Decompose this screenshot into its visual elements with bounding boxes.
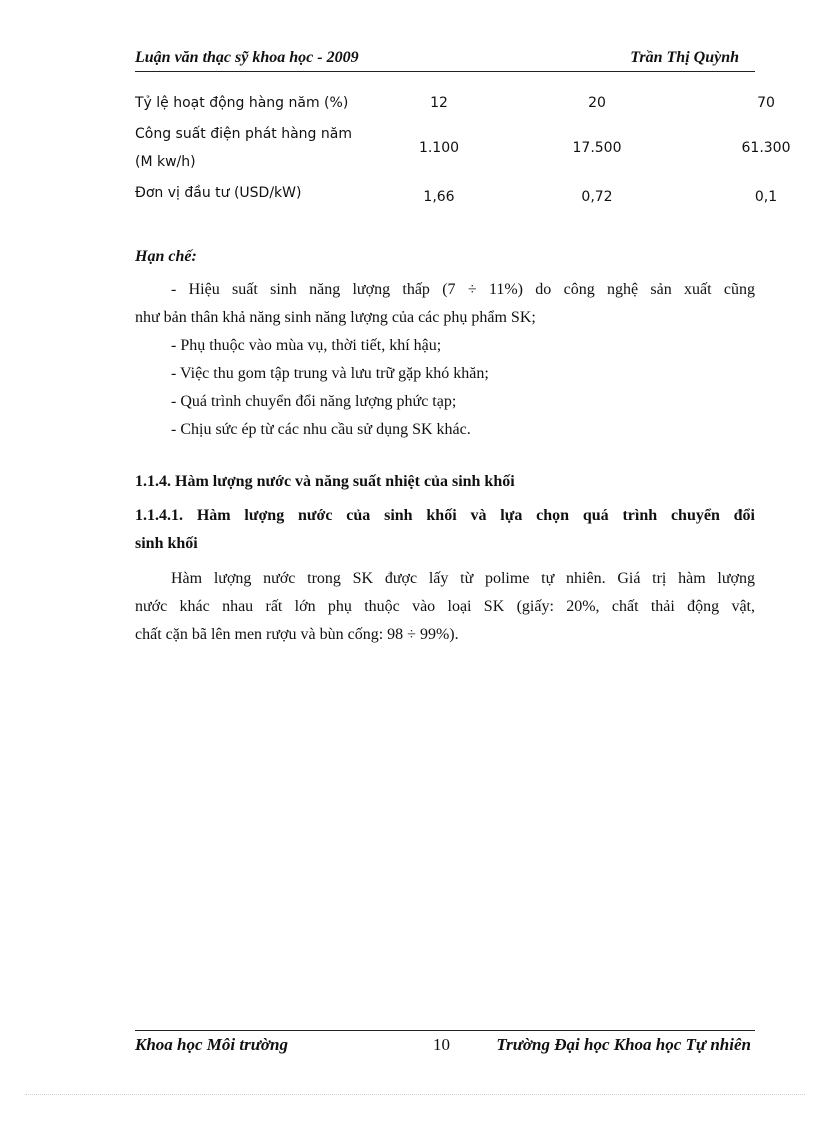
- table-cell: 12: [430, 95, 448, 111]
- list-item: - Quá trình chuyển đổi năng lượng phức tạp;: [171, 393, 457, 410]
- table-cell: 20: [588, 95, 606, 111]
- table-cell: 70: [757, 95, 775, 111]
- header-author: Trần Thị Quỳnh: [630, 49, 739, 66]
- list-item: - Phụ thuộc vào mùa vụ, thời tiết, khí hậu;: [171, 337, 442, 354]
- list-item: - Chịu sức ép từ các nhu cầu sử dụng SK khác.: [171, 421, 471, 438]
- list-item-continuation: như bản thân khả năng sinh năng lượng của các phụ phẩm SK;: [135, 309, 536, 326]
- subsection-heading-line: sinh khối: [135, 535, 198, 552]
- footer-department: Khoa học Môi trường: [135, 1035, 288, 1054]
- page-number: 10: [433, 1035, 450, 1054]
- page-header: [135, 49, 755, 72]
- table-row-label: Tỷ lệ hoạt động hàng năm (%): [135, 95, 349, 111]
- table-cell: 0,72: [581, 189, 613, 205]
- table-cell: 1.100: [418, 140, 460, 156]
- table-row-label-unit: (M kw/h): [135, 154, 196, 170]
- limitations-heading: Hạn chế:: [135, 248, 197, 265]
- table-cell: 0,1: [754, 189, 778, 205]
- paragraph: [135, 565, 755, 649]
- subsection-heading-line: 1.1.4.1. Hàm lượng nước của sinh khối và lựa chọn quá trình chuyển đổi: [135, 507, 755, 524]
- page-footer: [135, 1030, 755, 1057]
- footer-university: Trường Đại học Khoa học Tự nhiên: [496, 1035, 751, 1054]
- page-edge-divider: [25, 1094, 805, 1095]
- list-item: - Việc thu gom tập trung và lưu trữ gặp khó khăn;: [171, 365, 489, 382]
- subsection-heading: [135, 502, 755, 558]
- list-item: - Hiệu suất sinh năng lượng thấp (7 ÷ 11%) do công nghệ sản xuất cũng: [171, 281, 755, 298]
- table-row-label: Công suất điện phát hàng năm: [135, 126, 352, 142]
- table-cell: 61.300: [741, 140, 791, 156]
- table-row: [135, 180, 778, 210]
- paragraph-line: chất cặn bã lên men rượu và bùn cống: 98 ÷ 99%).: [135, 626, 459, 643]
- table-row: [135, 89, 775, 117]
- paragraph-line: nước khác nhau rất lớn phụ thuộc vào loại SK (giấy: 20%, chất thải động vật,: [135, 598, 755, 615]
- limitations-list: [135, 276, 755, 444]
- table-row-label: Đơn vị đầu tư (USD/kW): [135, 185, 302, 201]
- table-cell: 17.500: [572, 140, 622, 156]
- table-row: [135, 120, 791, 176]
- table-cell: 1,66: [423, 189, 455, 205]
- section-heading: 1.1.4. Hàm lượng nước và năng suất nhiệt của sinh khối: [135, 473, 515, 490]
- header-thesis-title: Luận văn thạc sỹ khoa học - 2009: [135, 49, 359, 66]
- paragraph-line: Hàm lượng nước trong SK được lấy từ polime tự nhiên. Giá trị hàm lượng: [171, 570, 755, 587]
